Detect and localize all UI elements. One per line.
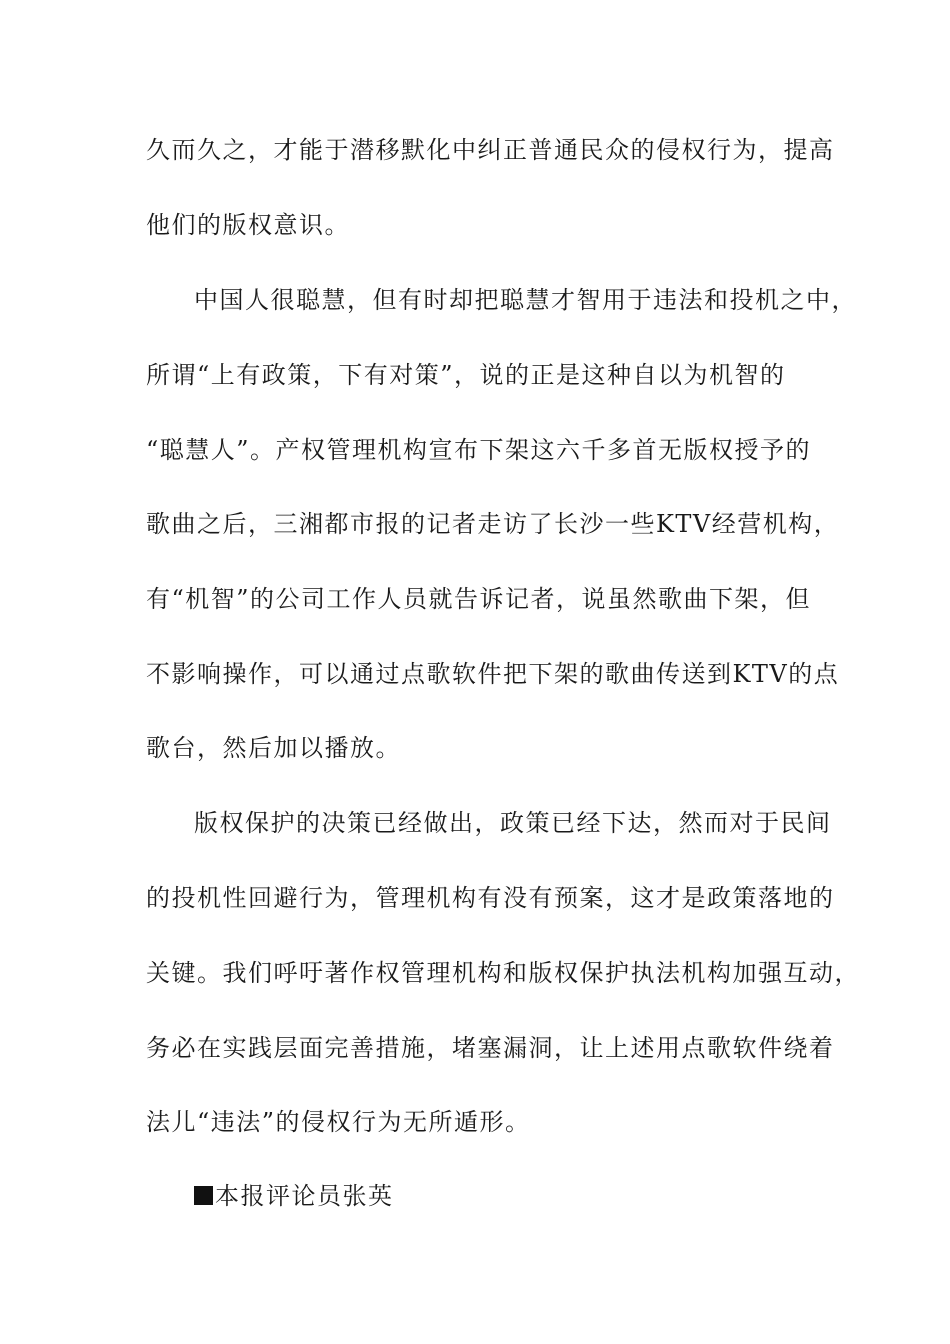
text-line: 务必在实践层面完善措施，堵塞漏洞，让上述用点歌软件绕着 xyxy=(146,1034,835,1062)
text-line: 关键。我们呼吁著作权管理机构和版权保护执法机构加强互动， xyxy=(146,959,860,987)
text-line: 中国人很聪慧，但有时却把聪慧才智用于违法和投机之中， xyxy=(194,286,857,314)
text-line: 所谓“上有政策，下有对策”，说的正是这种自以为机智的 xyxy=(146,361,786,389)
text-line: 版权保护的决策已经做出，政策已经下达，然而对于民间 xyxy=(194,809,832,837)
text-line: 歌曲之后，三湘都市报的记者走访了长沙一些KTV经营机构， xyxy=(146,510,840,538)
black-square-icon xyxy=(194,1186,213,1205)
text-line: 歌台，然后加以播放。 xyxy=(146,734,401,762)
text-line: “聪慧人”。产权管理机构宣布下架这六千多首无版权授予的 xyxy=(146,436,812,464)
text-line: 法儿“违法”的侵权行为无所遁形。 xyxy=(146,1108,531,1136)
text-line: 的投机性回避行为，管理机构有没有预案，这才是政策落地的 xyxy=(146,884,835,912)
signature-text: 本报评论员张英 xyxy=(215,1182,394,1210)
text-line: 久而久之，才能于潜移默化中纠正普通民众的侵权行为，提高 xyxy=(146,136,835,164)
text-line: 不影响操作，可以通过点歌软件把下架的歌曲传送到KTV的点 xyxy=(146,660,840,688)
signature-line xyxy=(194,1176,394,1216)
text-line: 他们的版权意识。 xyxy=(146,211,350,239)
text-line: 有“机智”的公司工作人员就告诉记者，说虽然歌曲下架，但 xyxy=(146,585,812,613)
